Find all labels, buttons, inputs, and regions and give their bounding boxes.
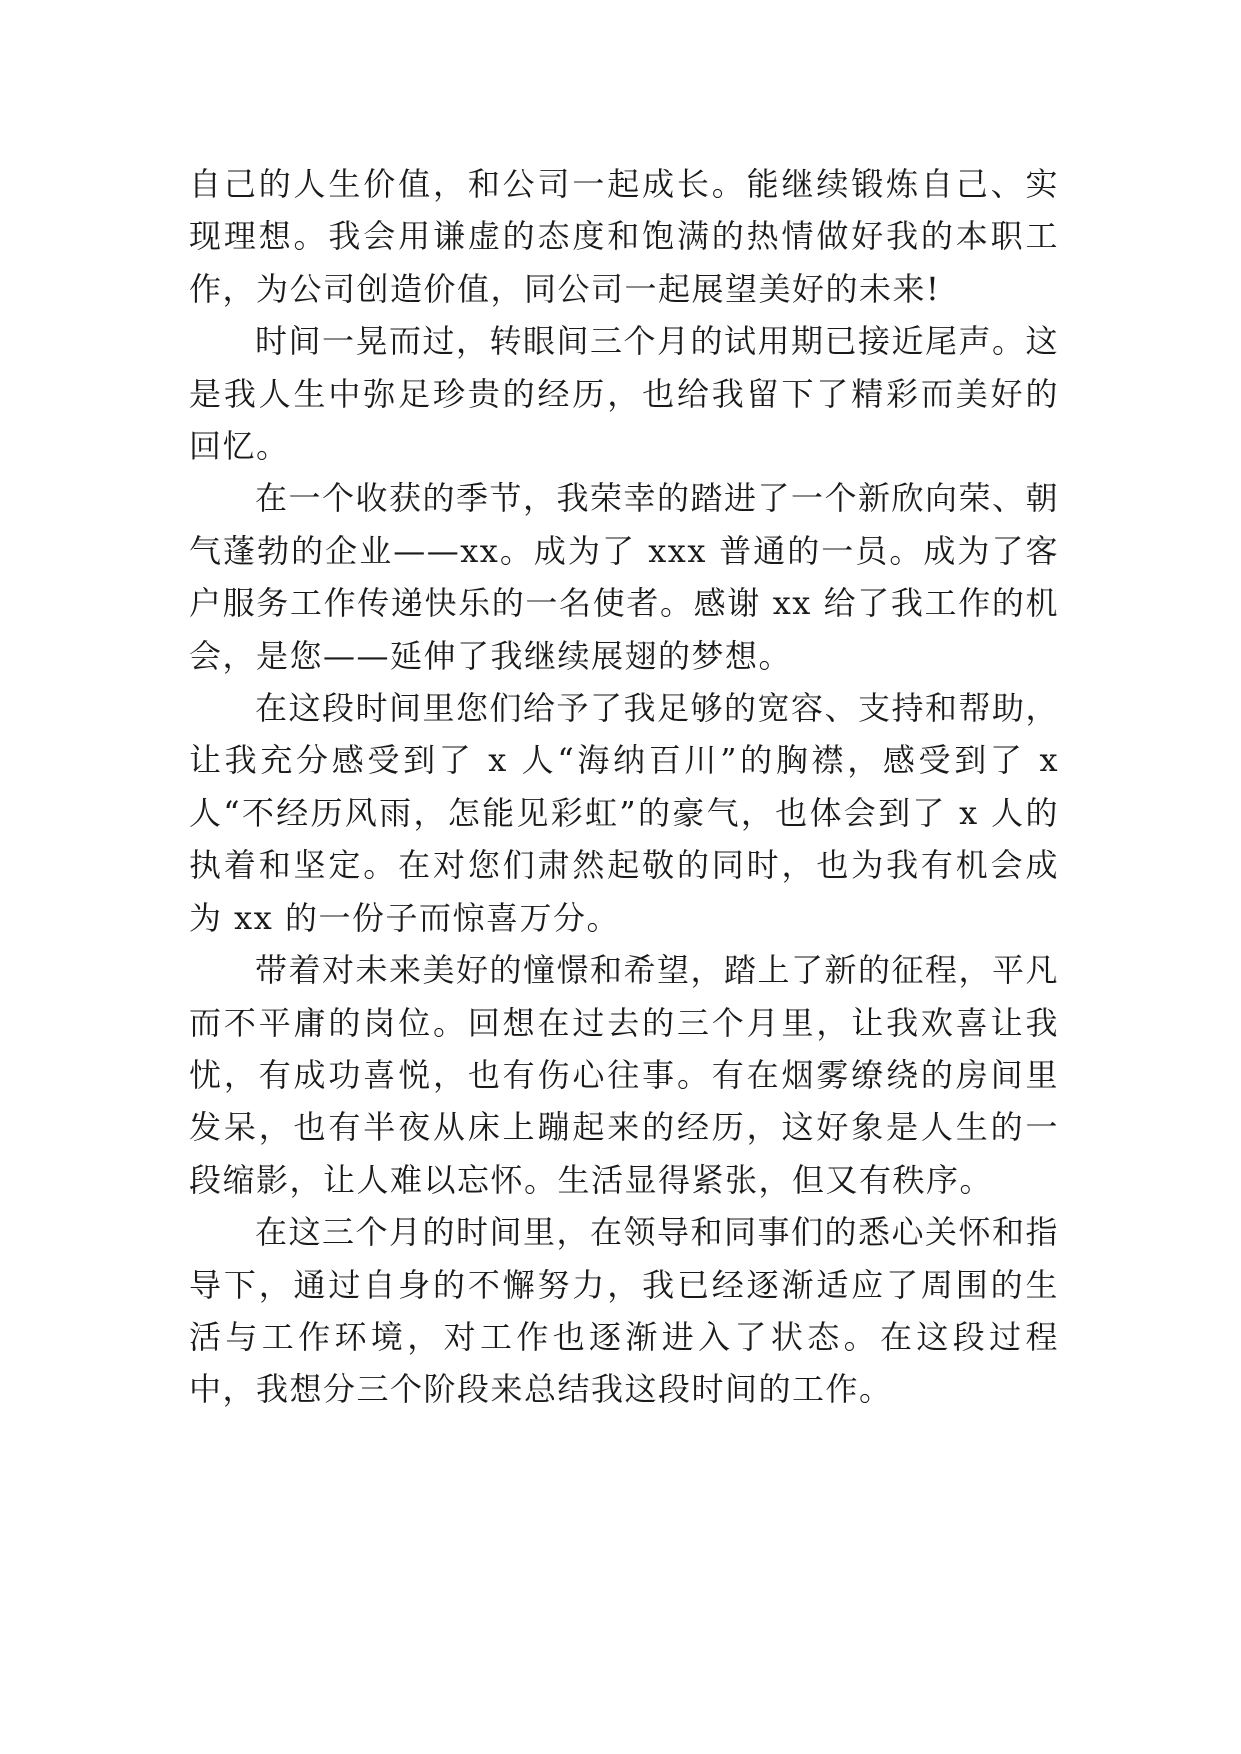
- paragraph-3: 在一个收获的季节，我荣幸的踏进了一个新欣向荣、朝气蓬勃的企业——xx。成为了 xxx 普通的一员。成为了客户服务工作传递快乐的一名使者。感谢 xx 给了我工作的机会，是您——延伸了我继续展翅的梦想。: [189, 479, 1060, 675]
- paragraph-6: 在这三个月的时间里，在领导和同事们的悉心关怀和指导下，通过自身的不懈努力，我已经逐渐适应了周围的生活与工作环境，对工作也逐渐进入了状态。在这段过程中，我想分三个阶段来总结我这段时间的工作。: [189, 1213, 1060, 1409]
- paragraph-4: 在这段时间里您们给予了我足够的宽容、支持和帮助，让我充分感受到了 x 人“海纳百川”的胸襟，感受到了 x 人“不经历风雨，怎能见彩虹”的豪气，也体会到了 x 人的执着和坚定。在对您们肃然起敬的同时，也为我有机会成为 xx 的一份子而惊喜万分。: [189, 689, 1060, 937]
- paragraph-1: 自己的人生价值，和公司一起成长。能继续锻炼自己、实现理想。我会用谦虚的态度和饱满的热情做好我的本职工作，为公司创造价值，同公司一起展望美好的未来!: [189, 165, 1059, 308]
- paragraph-5: 带着对未来美好的憧憬和希望，踏上了新的征程，平凡而不平庸的岗位。回想在过去的三个月里，让我欢喜让我忧，有成功喜悦，也有伤心往事。有在烟雾缭绕的房间里发呆，也有半夜从床上蹦起来的经历，这好象是人生的一段缩影，让人难以忘怀。生活显得紧张，但又有秩序。: [189, 951, 1060, 1199]
- document-body: [189, 158, 1059, 1416]
- paragraph-2: 时间一晃而过，转眼间三个月的试用期已接近尾声。这是我人生中弥足珍贵的经历，也给我留下了精彩而美好的回忆。: [189, 322, 1060, 466]
